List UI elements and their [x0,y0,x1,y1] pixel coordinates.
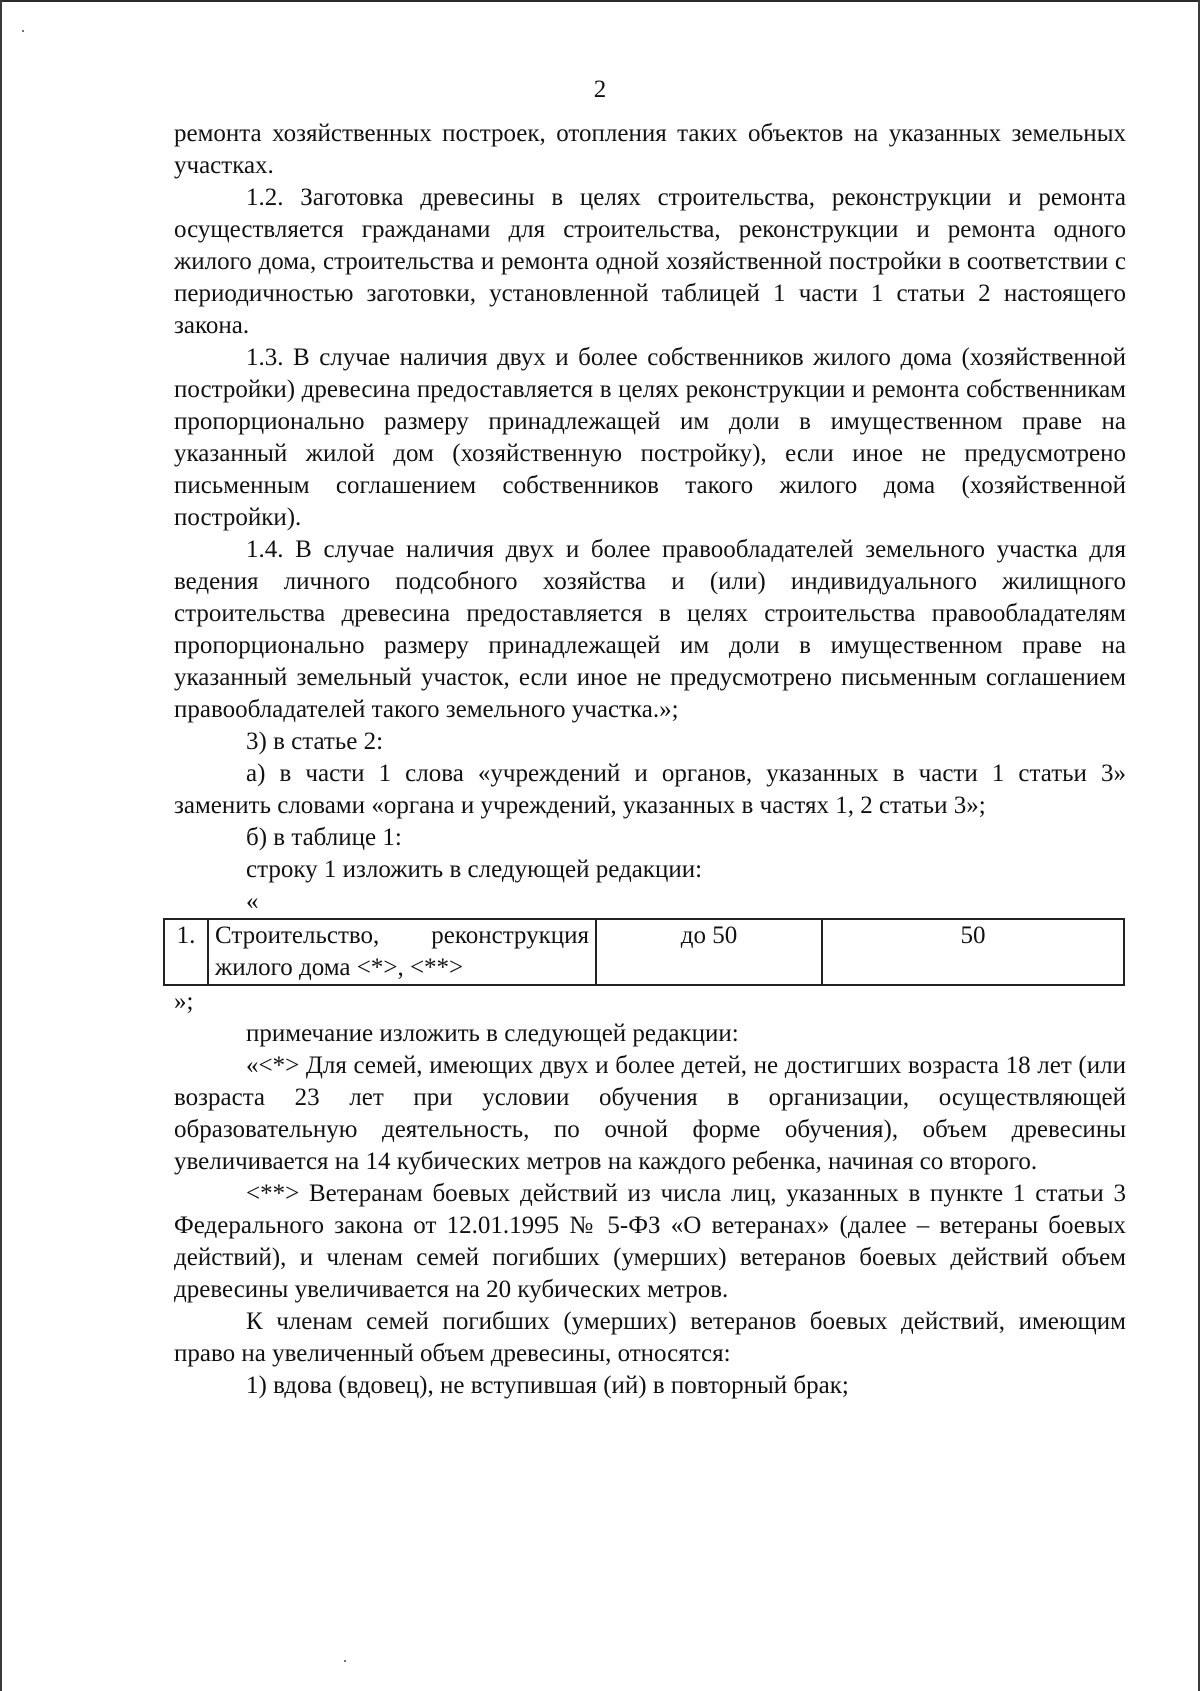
table-cell-purpose: Строительство, реконструкция жилого дома <*>, <**> [208,919,596,985]
paragraph-continuation: ремонта хозяйственных построек, отопления таких объектов на указанных земельных участках. [174,120,1126,179]
quote-close-mark: »; [174,988,194,1015]
paragraph-note-single-star: «<*> Для семей, имеющих двух и более детей, не достигших возраста 18 лет (или возраста 23 лет при условии обучения в организации, осуществляющей образовательную деятельность, по очной форме обучения), объем древесины увеличивается на 14 кубических метров на каждого ребенка, начиная со второго. [174,1052,1126,1175]
document-body [174,118,1126,1402]
paragraph-item-a: а) в части 1 слова «учреждений и органов, указанных в части 1 статьи 3» заменить словами «органа и учреждений, указанных в частях 1, 2 статьи 3»; [174,760,1126,819]
paragraph-row-instruction: строку 1 изложить в следующей редакции: [246,856,703,883]
scan-border-top [0,0,1200,2]
table-cell-row-number: 1. [164,919,208,985]
table-cell-value-2: 50 [822,919,1124,985]
paragraph-clause-1-4: 1.4. В случае наличия двух и более правообладателей земельного участка для ведения личного подсобного хозяйства и (или) индивидуального жилищного строительства древесина предоставляется в целях строительства правообладателям пропорционально размеру принадлежащей им доли в имущественном праве на указанный земельный участок, если иное не предусмотрено письменным соглашением правообладателей такого земельного участка.»; [174,536,1126,723]
wood-volume-table [163,918,1125,986]
table-cell-value-1: до 50 [596,919,822,985]
paragraph-item-3: 3) в статье 2: [246,728,384,755]
paragraph-family-members: К членам семей погибших (умерших) ветеранов боевых действий, имеющим право на увеличенный объем древесины, относятся: [174,1308,1126,1367]
page-number: 2 [593,76,607,103]
paragraph-item-widow: 1) вдова (вдовец), не вступившая (ий) в повторный брак; [246,1372,849,1399]
scan-border-left [0,0,2,1691]
paragraph-clause-1-3: 1.3. В случае наличия двух и более собственников жилого дома (хозяйственной постройки) древесина предоставляется в целях реконструкции и ремонта собственникам пропорционально размеру принадлежащей им доли в имущественном праве на указанный жилой дом (хозяйственную постройку), если иное не предусмотрено письменным соглашением собственников такого жилого дома (хозяйственной постройки). [174,344,1126,531]
scan-speck [344,1660,346,1662]
paragraph-note-double-star: <**> Ветеранам боевых действий из числа лиц, указанных в пункте 1 статьи 3 Федерального закона от 12.01.1995 № 5-ФЗ «О ветеранах» (далее – ветераны боевых действий), и членам семей погибших (умерших) ветеранов боевых действий объем древесины увеличивается на 20 кубических метров. [174,1180,1126,1303]
paragraph-note-instruction: примечание изложить в следующей редакции: [246,1020,739,1047]
paragraph-clause-1-2: 1.2. Заготовка древесины в целях строительства, реконструкции и ремонта осуществляется гражданами для строительства, реконструкции и ремонта одного жилого дома, строительства и ремонта одной хозяйственной постройки в соответствии с периодичностью заготовки, установленной таблицей 1 части 1 статьи 2 настоящего закона. [174,184,1126,339]
table-row [164,919,1124,985]
paragraph-item-b: б) в таблице 1: [246,824,402,851]
quote-open-mark: « [246,888,259,915]
scan-speck [22,30,24,32]
